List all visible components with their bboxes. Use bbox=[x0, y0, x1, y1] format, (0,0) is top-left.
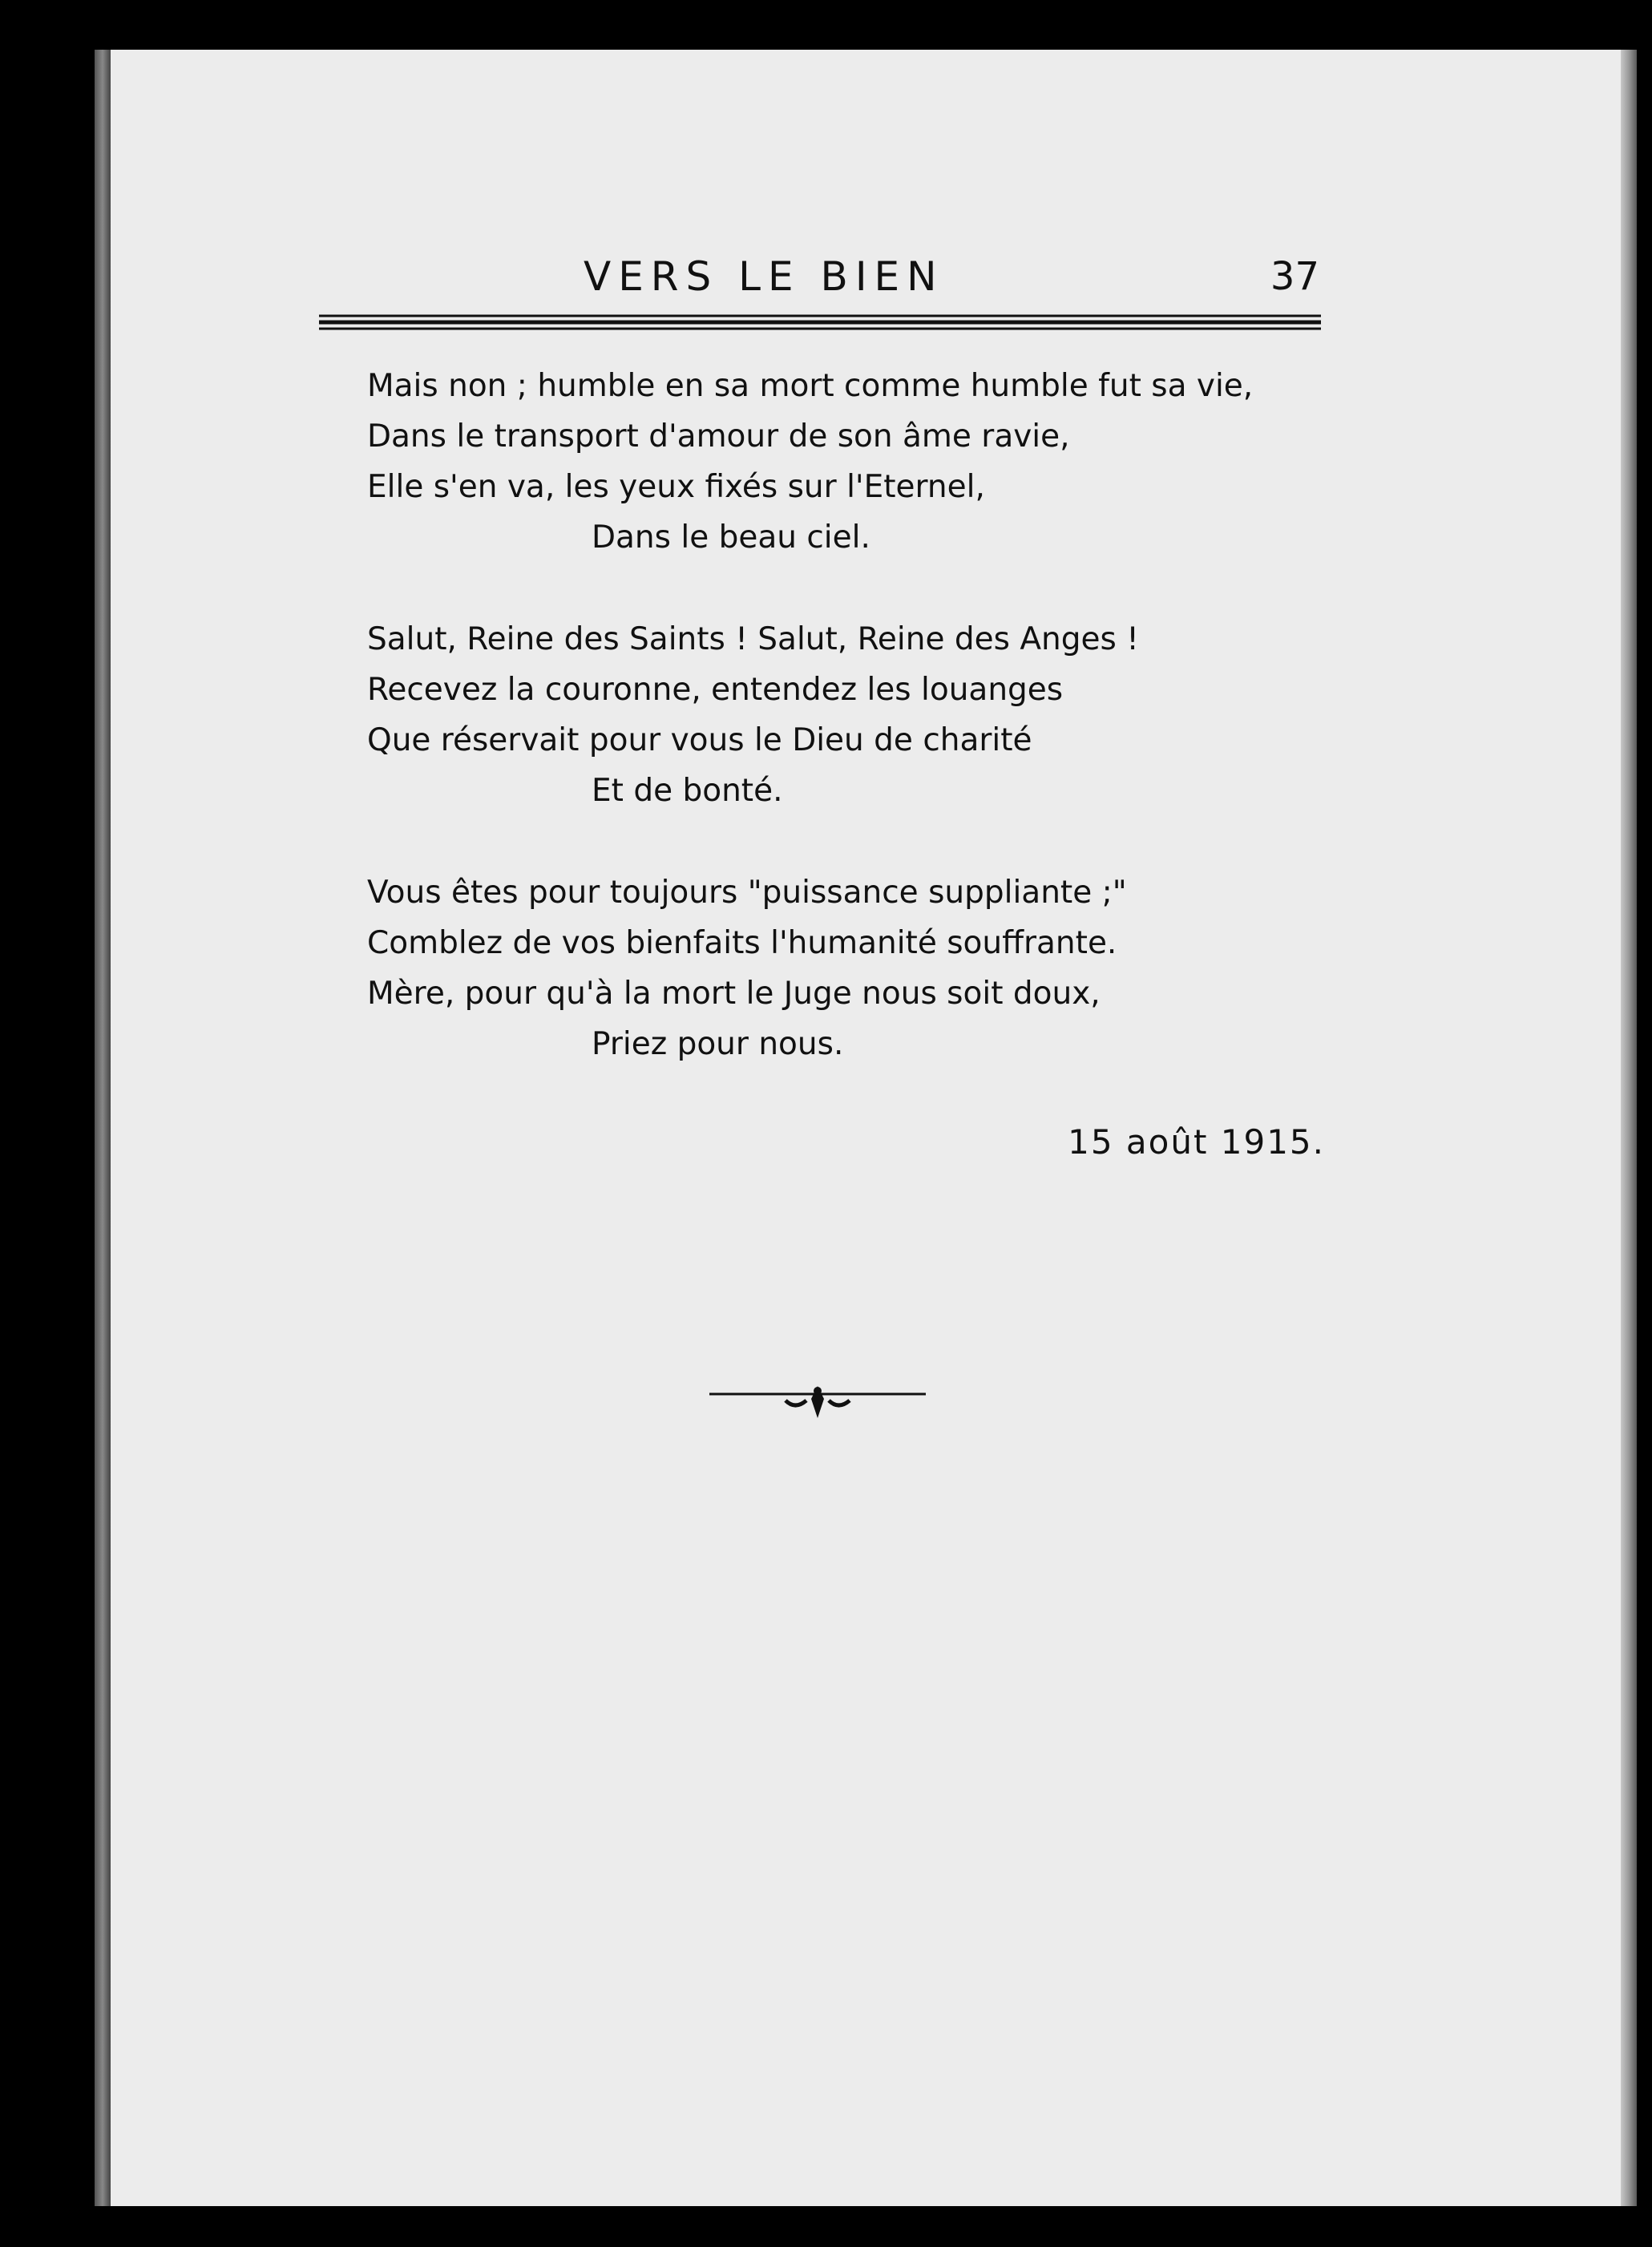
stanza bbox=[367, 361, 1369, 563]
ornament-icon bbox=[709, 1383, 926, 1431]
verse-line: Salut, Reine des Saints ! Salut, Reine des Anges ! bbox=[367, 621, 1139, 657]
verse-line: Priez pour nous. bbox=[592, 1026, 844, 1062]
stanza bbox=[367, 867, 1369, 1069]
header-rule bbox=[319, 313, 1321, 332]
verse-line: Comblez de vos bienfaits l'humanité souffrante. bbox=[367, 925, 1117, 961]
verse-line: Dans le beau ciel. bbox=[592, 519, 870, 556]
poem-date: 15 août 1915. bbox=[1068, 1122, 1325, 1162]
verse-line: Elle s'en va, les yeux fixés sur l'Eternel, bbox=[367, 469, 985, 505]
page-number: 37 bbox=[1270, 254, 1319, 299]
stanza bbox=[367, 614, 1369, 816]
verse-line: Vous êtes pour toujours "puissance suppliante ;" bbox=[367, 875, 1127, 911]
verse-line: Que réservait pour vous le Dieu de charité bbox=[367, 722, 1032, 758]
verse-line: Et de bonté. bbox=[592, 773, 783, 809]
verse-line: Mère, pour qu'à la mort le Juge nous soit doux, bbox=[367, 976, 1101, 1012]
poem bbox=[367, 361, 1369, 1121]
verse-line: Dans le transport d'amour de son âme ravie, bbox=[367, 418, 1070, 455]
running-title: VERS LE BIEN bbox=[584, 253, 944, 300]
book-spine-edge bbox=[95, 50, 111, 2206]
verse-line: Recevez la couronne, entendez les louanges bbox=[367, 672, 1064, 708]
verse-line: Mais non ; humble en sa mort comme humble fut sa vie, bbox=[367, 368, 1254, 404]
page-header bbox=[319, 249, 1329, 305]
page-right-edge bbox=[1621, 50, 1637, 2206]
